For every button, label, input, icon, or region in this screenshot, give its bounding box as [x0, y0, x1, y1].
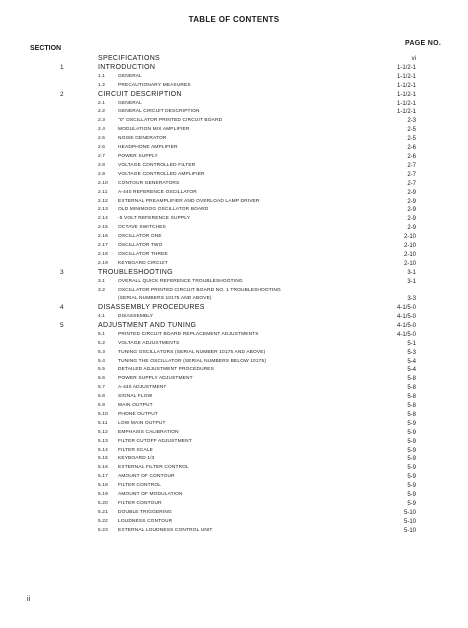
toc-page-number: 5-4: [407, 367, 416, 374]
toc-page-number: 1-1/2-1: [396, 109, 416, 116]
toc-subsection-number: 2.3: [98, 118, 106, 124]
toc-page-number: 3-1: [407, 269, 416, 276]
toc-subsection-number: 5.13: [98, 438, 108, 444]
toc-entry-title: [98, 322, 398, 331]
toc-entry-text: POWER SUPPLY: [118, 153, 158, 159]
toc-section-number: 5: [60, 321, 64, 329]
toc-entry: [0, 384, 468, 393]
toc-entry-text: EXTERNAL PREAMPLIFIER AND OVERLOAD LAMP DRIVER: [118, 198, 260, 204]
toc-page-number: 5-9: [407, 438, 416, 445]
toc-entry-text: VOLTAGE CONTROLLED AMPLIFIER: [118, 171, 205, 177]
toc-entry: [0, 64, 468, 73]
toc-page-number: 5-9: [407, 420, 416, 427]
toc-entry: [0, 215, 468, 224]
toc-subsection-number: 2.18: [98, 251, 108, 257]
toc-entry: [0, 189, 468, 198]
toc-entry: [0, 402, 468, 411]
toc-entry: [0, 331, 468, 340]
toc-entry-title: [98, 242, 398, 251]
toc-entry-text: DETAILED ADJUSTMENT PROCEDURES: [118, 367, 215, 373]
toc-subsection-number: 5.23: [98, 527, 108, 533]
toc-page-number: 5-9: [407, 492, 416, 499]
toc-entry: [0, 233, 468, 242]
toc-page-number: 5-9: [407, 501, 416, 507]
toc-page-number: 5-1: [407, 340, 416, 347]
toc-subsection-number: 5.18: [98, 483, 108, 489]
toc-subsection-number: 2.11: [98, 189, 108, 195]
toc-page-number: 5-3: [407, 349, 416, 356]
toc-page-number: 4-1/5-0: [396, 322, 416, 329]
toc-page-number: 2-9: [407, 198, 416, 205]
toc-subsection-number: 5.15: [98, 456, 108, 462]
toc-entry-text: SIGNAL FLOW: [118, 394, 153, 400]
toc-entry-title: [98, 117, 398, 126]
page-number-column-header: PAGE NO.: [405, 40, 442, 47]
toc-entry-title: [98, 278, 398, 287]
toc-subsection-number: 5.17: [98, 474, 108, 480]
page-number: ii: [27, 596, 31, 603]
toc-entry-text: CONTOUR GENERATORS: [118, 180, 180, 186]
toc-entry: [0, 117, 468, 126]
toc-subsection-number: 5.8: [98, 394, 106, 400]
toc-entry-text: -5 VOLT REFERENCE SUPPLY: [118, 216, 191, 222]
toc-entry: [0, 224, 468, 233]
toc-entry-title: [98, 206, 398, 215]
toc-entry-text: SPECIFICATIONS: [98, 55, 161, 62]
toc-entry-title: [98, 162, 398, 171]
toc-entry-title: [98, 198, 398, 207]
toc-page-number: 2-9: [407, 189, 416, 196]
toc-subsection-number: 2.14: [98, 216, 108, 222]
page-title: TABLE OF CONTENTS: [188, 15, 280, 24]
toc-page-number: 5-9: [407, 465, 416, 472]
toc-subsection-number: 5.9: [98, 403, 106, 409]
toc-entry-title: [98, 358, 398, 367]
toc-entry-title: [98, 135, 398, 144]
toc-section-number: 4: [60, 304, 64, 312]
toc-page-number: 5-9: [407, 429, 416, 436]
toc-page-number: 5-8: [407, 385, 416, 392]
toc-entry-text: FILTER CONTOUR: [118, 501, 162, 506]
toc-entry: [0, 349, 468, 358]
toc-entry: [0, 482, 468, 491]
toc-entry-title: [98, 260, 398, 269]
toc-entry: [0, 251, 468, 260]
toc-entry: [0, 375, 468, 384]
toc-entry-text: OSCILLATOR THREE: [118, 251, 168, 257]
toc-subsection-number: 5.21: [98, 509, 108, 515]
toc-entry: [0, 260, 468, 269]
toc-entry: [0, 55, 468, 64]
toc-entry: [0, 393, 468, 402]
toc-entry: [0, 206, 468, 215]
toc-entry: [0, 100, 468, 109]
toc-entry: [0, 180, 468, 189]
toc-entry-text: ADJUSTMENT AND TUNING: [98, 321, 197, 329]
toc-section-number: 2: [60, 90, 64, 98]
toc-entry-title: [98, 340, 398, 349]
toc-entry: [0, 464, 468, 473]
toc-subsection-number: 5.1: [98, 331, 106, 337]
toc-entry-text: TUNING THE OSCILLATOR (SERIAL NUMBERS BELOW 10175): [118, 358, 267, 364]
toc-entry: [0, 455, 468, 464]
toc-entry-title: [98, 518, 398, 527]
toc-entry-title: [98, 215, 398, 224]
toc-entry-text: POWER SUPPLY ADJUSTMENT: [118, 376, 193, 382]
toc-entry: [0, 438, 468, 447]
toc-subsection-number: 4.1: [98, 313, 106, 319]
toc-entry-title: [98, 438, 398, 447]
toc-entry: [0, 162, 468, 171]
toc-entry-title: [98, 144, 398, 153]
toc-entry-text: FILTER SCALE: [118, 447, 154, 453]
toc-entry-text: CIRCUIT DESCRIPTION: [98, 90, 182, 98]
toc-entry-title: [98, 153, 398, 162]
toc-subsection-number: 5.6: [98, 376, 106, 382]
toc-page-number: 3-3: [407, 296, 416, 303]
toc-page-number: 5-9: [407, 474, 416, 481]
toc-entry-text: LOUDNESS CONTOUR: [118, 518, 173, 524]
toc-page-number: 5-4: [407, 358, 416, 365]
toc-entry-text: EMPHASIS CALIBRATION: [118, 429, 179, 435]
toc-page-number: 3-1: [407, 278, 416, 285]
toc-entry-title: [98, 233, 398, 242]
toc-entry: [0, 447, 468, 456]
toc-subsection-number: 1.1: [98, 73, 106, 79]
toc-entry-text: NOISE GENERATOR: [118, 136, 167, 142]
toc-entry-text-continued: (SERIAL NUMBERS 10175 AND ABOVE): [118, 296, 212, 302]
toc-entry: [0, 82, 468, 91]
toc-page-number: 2-10: [403, 234, 416, 241]
toc-page-number: 2-10: [403, 243, 416, 250]
toc-entry: [0, 358, 468, 367]
toc-entry: [0, 509, 468, 518]
toc-page-number: 2-7: [407, 162, 416, 169]
toc-entry-title: [98, 100, 398, 109]
toc-page-number: 2-9: [407, 216, 416, 223]
toc-entry-title: [98, 64, 398, 73]
toc-entry-title: [98, 55, 398, 64]
toc-entry: [0, 73, 468, 82]
toc-entry-text: TUNING OSCILLATORS (SERIAL NUMBER 10175 AND ABOVE): [118, 349, 266, 355]
toc-entry: [0, 527, 468, 536]
toc-entry-text: FILTER CONTROL: [118, 483, 162, 489]
toc-page-number: 5-9: [407, 456, 416, 463]
toc-page-number: 5-10: [403, 518, 416, 525]
toc-entry-text: EXTERNAL LOUDNESS CONTROL UNIT: [118, 527, 213, 533]
toc-entry-title: [98, 473, 398, 482]
toc-entry-title: [98, 482, 398, 491]
toc-entry: [0, 420, 468, 429]
toc-entry-title: [98, 304, 398, 313]
toc-entry-text: DISASSEMBLY PROCEDURES: [98, 304, 205, 312]
toc-entry: [0, 198, 468, 207]
toc-entry: [0, 322, 468, 331]
toc-entry: [0, 340, 468, 349]
toc-entry-text: MODULATION MIX AMPLIFIER: [118, 127, 190, 133]
toc-entry-text: GENERAL: [118, 73, 142, 79]
toc-entry-text: MAIN OUTPUT: [118, 403, 153, 409]
toc-entry-text: PRECAUTIONARY MEASURES: [118, 82, 191, 88]
toc-list: [0, 55, 468, 536]
toc-entry: [0, 144, 468, 153]
toc-entry-text: OCTAVE SWITCHES: [118, 225, 166, 231]
toc-subsection-number: 2.17: [98, 243, 108, 249]
toc-entry-title: [98, 180, 398, 189]
toc-entry-title: [98, 349, 398, 358]
toc-section-number: 3: [60, 268, 64, 276]
toc-entry-text: VOLTAGE ADJUSTMENTS: [118, 340, 180, 346]
toc-page-number: 2-3: [407, 118, 416, 125]
toc-page-number: 5-9: [407, 483, 416, 490]
toc-subsection-number: 3.2: [98, 287, 106, 293]
toc-entry-text: PHONE OUTPUT: [118, 411, 158, 417]
toc-entry-text: OVERALL QUICK REFERENCE TROUBLESHOOTING: [118, 278, 243, 284]
toc-entry-title: [98, 313, 398, 322]
toc-entry: [0, 171, 468, 180]
toc-entry-text: OSCILLATOR TWO: [118, 243, 163, 249]
toc-entry-title: [98, 509, 398, 518]
toc-entry-text: LOW MAIN OUTPUT: [118, 420, 166, 426]
toc-entry-title: [98, 402, 398, 411]
toc-page-number: 1-1/2-1: [396, 64, 416, 71]
toc-entry-text: VOLTAGE CONTROLLED FILTER: [118, 162, 196, 168]
toc-entry: [0, 304, 468, 313]
toc-entry-text: KEYBOARD CIRCUIT: [118, 260, 168, 266]
toc-entry-text: AMOUNT OF MODULATION: [118, 492, 183, 498]
section-column-header: SECTION: [30, 45, 62, 52]
toc-entry: [0, 108, 468, 117]
toc-subsection-number: 2.16: [98, 234, 108, 240]
toc-entry-title: [98, 464, 398, 473]
toc-subsection-number: 2.4: [98, 127, 106, 133]
toc-entry: [0, 126, 468, 135]
toc-entry-title: [98, 251, 398, 260]
toc-entry: [0, 473, 468, 482]
toc-entry-title: [98, 500, 398, 509]
toc-entry-text: OLD MINIMOOG OSCILLATOR BOARD: [118, 207, 209, 213]
toc-entry-text: HEADPHONE AMPLIFIER: [118, 145, 178, 151]
toc-entry-title: [98, 126, 398, 135]
toc-subsection-number: 2.15: [98, 225, 108, 231]
toc-entry-text: AMOUNT OF CONTOUR: [118, 474, 175, 480]
toc-entry: [0, 135, 468, 144]
toc-page-number: 2-9: [407, 225, 416, 232]
toc-entry-title: [98, 429, 398, 438]
toc-entry-title: [98, 411, 398, 420]
toc-entry: [0, 366, 468, 375]
toc-subsection-number: 2.9: [98, 171, 106, 177]
toc-entry-text: EXTERNAL FILTER CONTROL: [118, 465, 189, 471]
toc-entry-title: [98, 269, 398, 278]
toc-subsection-number: 5.11: [98, 420, 108, 426]
toc-entry-title: [98, 73, 398, 82]
toc-entry: [0, 287, 468, 305]
toc-entry-title: [98, 527, 398, 536]
toc-page-number: 2-5: [407, 136, 416, 143]
toc-page-number: 2-10: [403, 251, 416, 258]
toc-subsection-number: 5.19: [98, 492, 108, 498]
toc-entry-title: [98, 331, 398, 340]
toc-entry-title: [98, 91, 398, 100]
toc-subsection-number: 5.12: [98, 429, 108, 435]
toc-page-number: 5-10: [403, 509, 416, 516]
toc-subsection-number: 5.14: [98, 447, 108, 453]
toc-entry: [0, 491, 468, 500]
toc-subsection-number: 5.22: [98, 518, 108, 524]
toc-entry-text: "0" OSCILLATOR PRINTED CIRCUIT BOARD: [118, 118, 223, 124]
toc-subsection-number: 2.2: [98, 109, 106, 115]
toc-subsection-number: 2.10: [98, 180, 108, 186]
toc-entry-text: DISASSEMBLY: [118, 313, 154, 319]
toc-entry: [0, 313, 468, 322]
toc-entry-text: PRINTED CIRCUIT BOARD REPLACEMENT ADJUSTMENTS: [118, 331, 259, 337]
toc-page-number: 2-10: [403, 260, 416, 267]
toc-subsection-number: 2.19: [98, 260, 108, 266]
toc-subsection-number: 5.7: [98, 385, 106, 391]
toc-page-number: 5-8: [407, 411, 416, 418]
toc-subsection-number: 2.6: [98, 145, 106, 151]
toc-page-number: 2-5: [407, 127, 416, 134]
toc-entry-text: GENERAL: [118, 100, 142, 106]
toc-entry: [0, 269, 468, 278]
toc-page-number: 5-9: [407, 447, 416, 454]
toc-entry: [0, 278, 468, 287]
toc-entry-title: [98, 447, 398, 456]
toc-subsection-number: 2.8: [98, 162, 106, 168]
toc-entry-title: [98, 455, 398, 464]
toc-entry-title: [98, 224, 398, 233]
toc-subsection-number: 5.5: [98, 367, 106, 373]
toc-page-number: 2-6: [407, 153, 416, 160]
toc-page-number: 4-1/5-0: [396, 331, 416, 338]
toc-entry-text: A-440 ADJUSTMENT: [118, 385, 167, 391]
toc-entry-text: INTRODUCTION: [98, 63, 156, 71]
toc-entry-title: [98, 108, 398, 117]
toc-entry-text: KEYBOARD 1/3: [118, 456, 155, 462]
toc-entry: [0, 153, 468, 162]
toc-entry-text: FILTER CUTOFF ADJUSTMENT: [118, 438, 192, 444]
toc-entry-text: OSCILLATOR PRINTED CIRCUIT BOARD NO. 1 TROUBLESHOOTING: [118, 287, 281, 293]
toc-entry-title: [98, 171, 398, 180]
toc-subsection-number: 2.13: [98, 207, 108, 213]
toc-page-number: 4-1/5-0: [396, 305, 416, 312]
toc-page-number: 5-8: [407, 394, 416, 401]
toc-subsection-number: 5.4: [98, 358, 106, 364]
toc-entry-text: A-440 REFERENCE OSCILLATOR: [118, 189, 197, 195]
toc-page-number: 4-1/5-0: [396, 313, 416, 320]
toc-entry-title: [98, 393, 398, 402]
toc-page-number: 5-8: [407, 376, 416, 383]
toc-entry: [0, 411, 468, 420]
toc-entry-text: DOUBLE TRIGGERING: [118, 509, 172, 515]
toc-entry-text: TROUBLESHOOTING: [98, 268, 173, 276]
toc-entry-title: [98, 82, 398, 91]
toc-entry: [0, 429, 468, 438]
toc-subsection-number: 5.20: [98, 501, 108, 506]
toc-page-number: 1-1/2-1: [396, 82, 416, 89]
toc-entry-title: [98, 287, 398, 296]
toc-subsection-number: 2.5: [98, 136, 106, 142]
toc-entry: [0, 91, 468, 100]
toc-subsection-number: 2.1: [98, 100, 106, 106]
toc-section-number: 1: [60, 63, 64, 71]
toc-entry: [0, 518, 468, 527]
toc-page-number: 2-7: [407, 171, 416, 178]
toc-page-number: 2-9: [407, 207, 416, 214]
toc-subsection-number: 2.12: [98, 198, 108, 204]
toc-page-number: vi: [411, 56, 416, 62]
toc-page-number: 1-1/2-1: [396, 100, 416, 107]
toc-page-number: 5-8: [407, 403, 416, 410]
toc-entry-title: [98, 375, 398, 384]
toc-entry-text: GENERAL CIRCUIT DESCRIPTION: [118, 109, 200, 115]
toc-entry: [0, 500, 468, 509]
toc-subsection-number: 2.7: [98, 153, 106, 159]
toc-subsection-number: 1.2: [98, 82, 106, 88]
toc-entry-title: [98, 366, 398, 375]
toc-page-number: 2-7: [407, 180, 416, 187]
toc-subsection-number: 5.3: [98, 349, 106, 355]
toc-subsection-number: 3.1: [98, 278, 106, 284]
toc-page-number: 2-6: [407, 145, 416, 152]
toc-entry-text: OSCILLATOR ONE: [118, 234, 162, 240]
toc-entry-title: [98, 420, 398, 429]
toc-entry-title: [98, 189, 398, 198]
toc-page-number: 1-1/2-1: [396, 91, 416, 98]
toc-entry-title: [98, 491, 398, 500]
toc-entry: [0, 242, 468, 251]
toc-subsection-number: 5.16: [98, 465, 108, 471]
toc-page-number: 5-10: [403, 527, 416, 534]
toc-subsection-number: 5.2: [98, 340, 106, 346]
toc-subsection-number: 5.10: [98, 411, 108, 417]
toc-page-number: 1-1/2-1: [396, 73, 416, 80]
toc-entry-title: [98, 384, 398, 393]
